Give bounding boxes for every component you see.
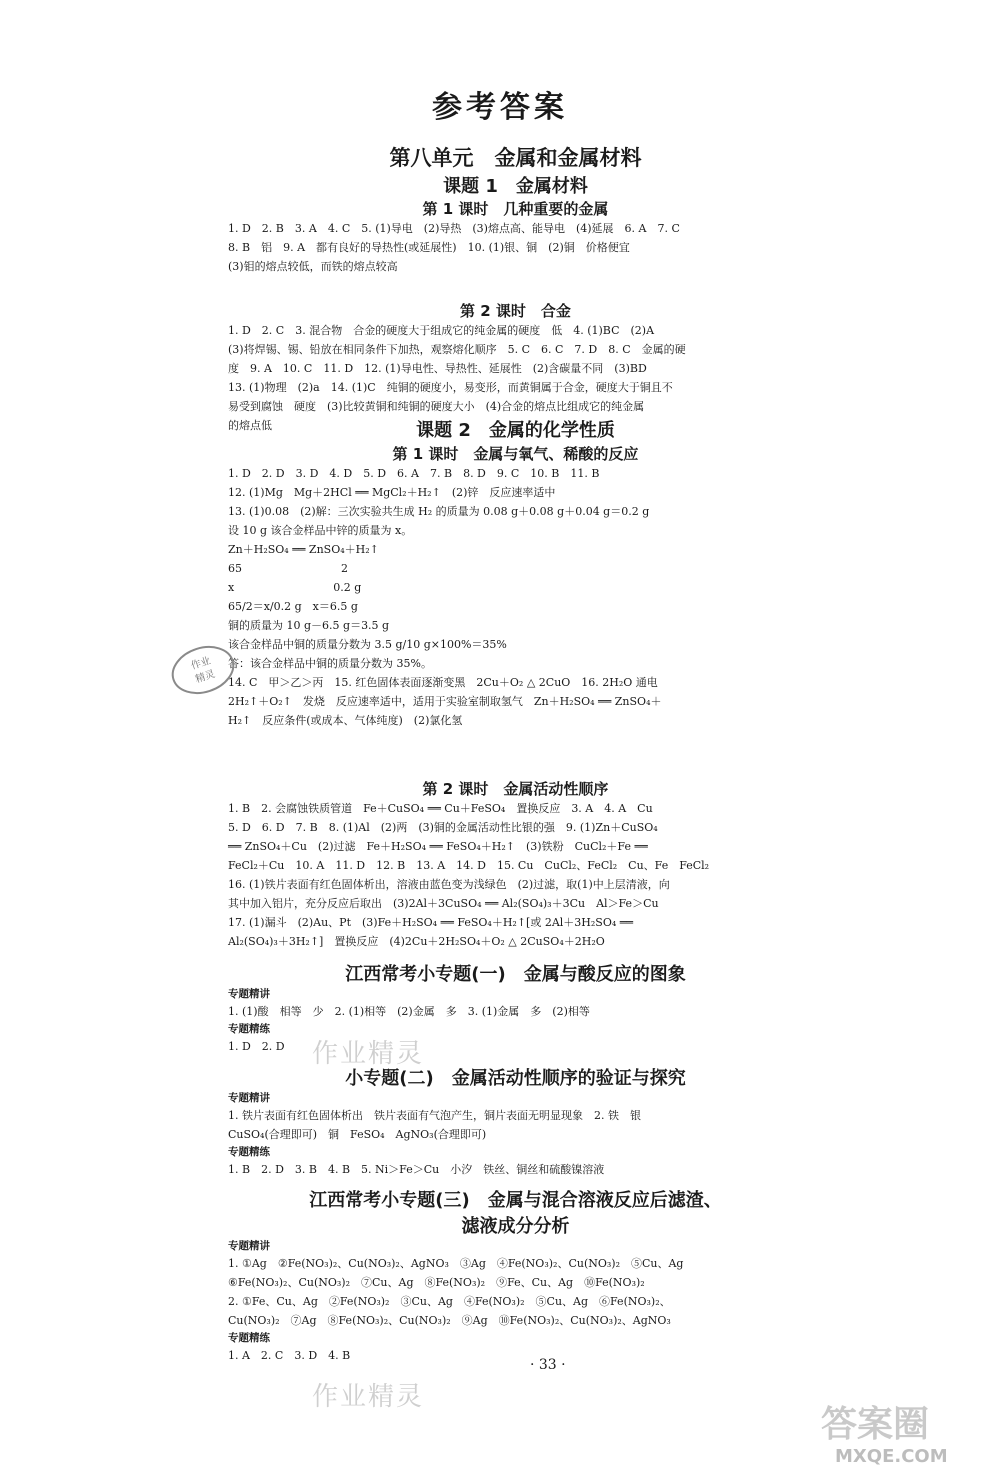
special3-block <box>228 1186 803 1365</box>
unit-heading: 第八单元 金属和金属材料 <box>389 146 642 170</box>
section-label: 专题精练 <box>228 1332 270 1344</box>
faint-watermark-bottom: 作业精灵 <box>312 1382 425 1412</box>
watermark-logo-text: 答案圈 <box>821 1404 930 1445</box>
lesson1-1-block <box>228 198 803 276</box>
lesson2-2-block <box>228 778 803 951</box>
answer-text: 1. ①Ag ②Fe(NO₃)₂、Cu(NO₃)₂、AgNO₃ ③Ag ④Fe(NO₃)₂、Cu(NO₃)₂ ⑤Cu、Ag ⑥Fe(NO₃)₂、Cu(NO₃)₂ ⑦Cu、Ag ⑧Fe(NO₃)₂ ⑨Fe、Cu、Ag ⑩Fe(NO₃)₂ 2. ①Fe、Cu、Ag ②Fe(NO₃)₂ ③Cu、Ag ④Fe(NO₃)₂ ⑤Cu、Ag ⑥Fe(NO₃)₂、 Cu(NO₃)₂ ⑦Ag ⑧Fe(NO₃)₂、Cu(NO₃)₂ ⑨Ag ⑩Fe(NO₃)₂、Cu(NO₃)₂、AgNO₃ <box>228 1257 684 1327</box>
section-label: 专题精讲 <box>228 1092 270 1104</box>
faint-watermark: 作业精灵 <box>312 1039 425 1069</box>
lesson-heading: 第 2 课时 金属活动性顺序 <box>422 780 609 798</box>
special2-block <box>228 1064 803 1179</box>
lesson-heading: 第 2 课时 合金 <box>460 302 571 320</box>
special-topic-heading: 小专题(二) 金属活动性顺序的验证与探究 <box>345 1068 686 1089</box>
answer-text: 1. (1)酸 相等 少 2. (1)相等 (2)金属 多 3. (1)金属 多 (2)相等 <box>228 1005 590 1018</box>
section-label: 专题精练 <box>228 1146 270 1158</box>
page-number: · 33 · <box>530 1357 566 1373</box>
lesson-heading: 第 1 课时 几种重要的金属 <box>422 200 609 218</box>
answer-text: 1. D 2. C 3. 混合物 合金的硬度大于组成它的纯金属的硬度 低 4. (1)BC (2)A (3)将焊锡、锡、铅放在相同条件下加热，观察熔化顺序 5. C 6. C 7. D 8. C 金属的硬 度 9. A 10. C 11. D 12. (1)导电性、导热性、延展性 (2)含碳量不同 (3)BD 13. (1)物理 (2)a 14. (1)C 纯铜的硬度小，易变形，而黄铜属于合金，硬度大于铜且不 易受到腐蚀 硬度 (3)比较黄铜和纯铜的硬度大小 (4)合金的熔点比组成它的纯金属 的熔点低 <box>228 324 686 432</box>
answer-text: 1. D 2. D 3. D 4. D 5. D 6. A 7. B 8. D 9. C 10. B 11. B 12. (1)Mg Mg＋2HCl ══ MgCl₂＋H₂↑ (2)锌 反应速率适中 13. (1)0.08 (2)解：三次实验共生成 H₂ 的质量为 0.08 g＋0.08 g＋0.04 g＝0.2 g 设 10 g 该合金样品中锌的质量为 x。 Zn＋H₂SO₄ ══ ZnSO₄＋H₂↑ 65 2 x 0.2 g 65/2＝x/0.2 g x＝6.5 g 铜的质量为 10 g－6.5 g＝3.5 g 该合金样品中铜的质量分数为 3.5 g/10 g×100%＝35% 答：该合金样品中铜的质量分数为 35%。 14. C 甲＞乙＞丙 15. 红色固体表面逐渐变黑 2Cu＋O₂ △ 2CuO 16. 2H₂O 通电 2H₂↑＋O₂↑ 发烧 反应速率适中，适用于实验室制取氢气 Zn＋H₂SO₄ ══ ZnSO₄＋ H₂↑ 反应条件(或成本、气体纯度) (2)氯化氢 <box>228 467 662 727</box>
answer-text: 1. D 2. D <box>228 1040 285 1053</box>
section-label: 专题精讲 <box>228 988 270 1000</box>
lesson1-2-block <box>228 300 803 435</box>
answer-text: 1. 铁片表面有红色固体析出 铁片表面有气泡产生，铜片表面无明显现象 2. 铁 银 CuSO₄(合理即可) 铜 FeSO₄ AgNO₃(合理即可) <box>228 1109 641 1141</box>
svg-text:精灵: 精灵 <box>194 668 217 686</box>
lesson2-1-block <box>228 443 803 730</box>
page-title: 参考答案 <box>432 90 568 125</box>
topic-heading: 课题 1 金属材料 <box>443 176 588 197</box>
topic-heading: 课题 2 金属的化学性质 <box>416 420 615 441</box>
watermark-site: MXQE.COM <box>835 1446 948 1467</box>
svg-text:作业: 作业 <box>189 655 213 673</box>
special-topic-heading-cont: 滤液成分分析 <box>461 1216 570 1237</box>
answer-text: 1. B 2. 会腐蚀铁质管道 Fe＋CuSO₄ ══ Cu＋FeSO₄ 置换反应 3. A 4. A Cu 5. D 6. D 7. B 8. (1)Al (2)两 (3)铜的金属活动性比银的强 9. (1)Zn＋CuSO₄ ══ ZnSO₄＋Cu (2)过滤 Fe＋H₂SO₄ ══ FeSO₄＋H₂↑ (3)铁粉 CuCl₂＋Fe ══ FeCl₂＋Cu 10. A 11. D 12. B 13. A 14. D 15. Cu CuCl₂、FeCl₂ Cu、Fe FeCl₂ 16. (1)铁片表面有红色固体析出，溶液由蓝色变为浅绿色 (2)过滤，取(1)中上层清液，向 其中加入铝片，充分反应后取出 (3)2Al＋3CuSO₄ ══ Al₂(SO₄)₃＋3Cu Al＞Fe＞Cu 17. (1)漏斗 (2)Au、Pt (3)Fe＋H₂SO₄ ══ FeSO₄＋H₂↑[或 2Al＋3H₂SO₄ ══ Al₂(SO₄)₃＋3H₂↑] 置换反应 (4)2Cu＋2H₂SO₄＋O₂ △ 2CuSO₄＋2H₂O <box>228 802 710 948</box>
section-label: 专题精讲 <box>228 1240 270 1252</box>
lesson-heading: 第 1 课时 金属与氧气、稀酸的反应 <box>392 445 639 463</box>
topic1-heading-block <box>228 172 803 198</box>
answer-text: 1. B 2. D 3. B 4. B 5. Ni＞Fe＞Cu 小汐 铁丝、铜丝和硫酸镍溶液 <box>228 1163 605 1176</box>
special-topic-heading: 江西常考小专题(一) 金属与酸反应的图象 <box>345 964 686 985</box>
answer-text: 1. D 2. B 3. A 4. C 5. (1)导电 (2)导热 (3)熔点高、能导电 (4)延展 6. A 7. C 8. B 铝 9. A 都有良好的导热性(或延展性) 10. (1)银、铜 (2)铜 价格便宜 (3)钼的熔点较低，而铁的熔点较高 <box>228 222 680 273</box>
section-label: 专题精练 <box>228 1023 270 1035</box>
answer-text: 1. A 2. C 3. D 4. B <box>228 1349 351 1362</box>
unit-heading-block <box>228 142 803 172</box>
special-topic-heading: 江西常考小专题(三) 金属与混合溶液反应后滤渣、 <box>309 1190 722 1211</box>
topic2-heading-block <box>228 416 803 442</box>
stamp-icon <box>168 644 238 696</box>
